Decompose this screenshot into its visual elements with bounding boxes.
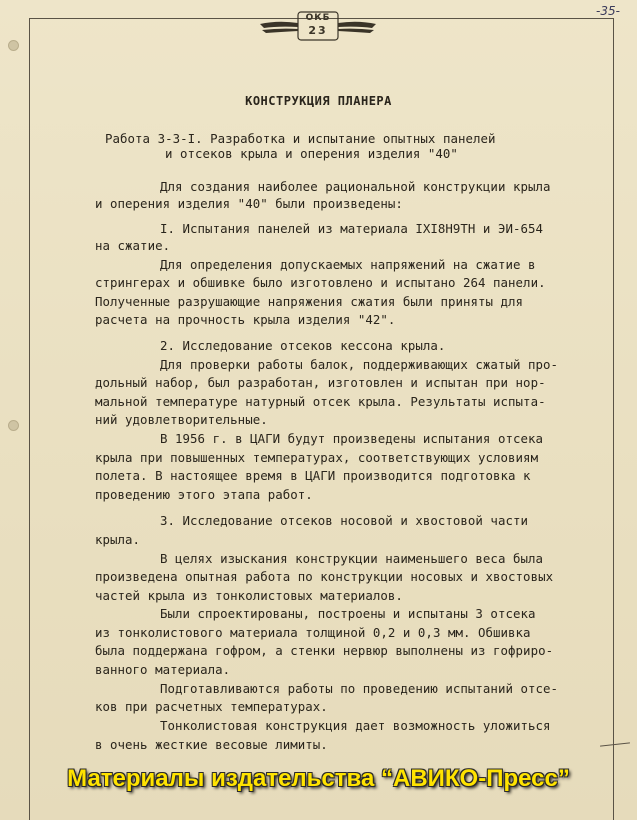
text-line: и оперения изделия "40" были произведены: [95,196,403,211]
logo-top-text: ОКБ [305,13,331,23]
text-line: В 1956 г. в ЦАГИ будут произведены испытания отсека [160,431,543,446]
text-line: расчета на прочность крыла изделия "42". [95,312,396,327]
logo-bottom-text: 23 [308,24,328,37]
text-line: стрингерах и обшивке было изготовлено и испытано 264 панели. [95,275,546,290]
section-heading: КОНСТРУКЦИЯ ПЛАНЕРА [245,94,392,108]
text-line: Работа 3-3-I. Разработка и испытание опытных панелей [105,131,496,146]
text-line: В целях изыскания конструкции наименьшего веса была [160,551,543,566]
text-line: мальной температуре натурный отсек крыла. Результаты испыта- [95,394,546,409]
text-line: Для определения допускаемых напряжений на сжатие в [160,257,536,272]
text-line: крыла при повышенных температурах, соответствующих условиям [95,450,539,465]
page-number: -35- [596,4,620,18]
text-line: полета. В настоящее время в ЦАГИ производится подготовка к [95,468,531,483]
text-line: 2. Исследование отсеков кессона крыла. [160,338,446,353]
text-line: дольный набор, был разработан, изготовлен и испытан при нор- [95,375,546,390]
text-line: ний удовлетворительные. [95,412,268,427]
text-line: Полученные разрушающие напряжения сжатия были приняты для [95,294,524,309]
text-line: произведена опытная работа по конструкции носовых и хвостовых [95,569,554,584]
text-line: крыла. [95,532,141,547]
publisher-watermark: Материалы издательства “АВИКО-Пресс” [67,765,570,792]
text-line: на сжатие. [95,238,171,253]
text-line: Тонколистовая конструкция дает возможность уложиться [160,718,551,733]
text-line: Для создания наиболее рациональной конструкции крыла [160,179,551,194]
text-line: 3. Исследование отсеков носовой и хвостовой части [160,513,528,528]
text-line: и отсеков крыла и оперения изделия "40" [165,146,458,161]
text-line: была поддержана гофром, а стенки нервюр выполнены из гофриро- [95,643,554,658]
text-line: из тонколистового материала толщиной 0,2 и 0,3 мм. Обшивка [95,625,531,640]
text-line: Были спроектированы, построены и испытаны 3 отсека [160,606,536,621]
text-line: в очень жесткие весовые лимиты. [95,737,328,752]
text-line: Подготавливаются работы по проведению испытаний отсе- [160,681,559,696]
okb-logo [258,10,378,44]
text-line: проведению этого этапа работ. [95,487,313,502]
text-line: I. Испытания панелей из материала IXI8Н9ТН и ЭИ-654 [160,221,543,236]
punch-hole [8,420,19,431]
text-line: частей крыла из тонколистовых материалов. [95,588,403,603]
punch-hole [8,40,19,51]
text-line: ков при расчетных температурах. [95,699,328,714]
text-line: Для проверки работы балок, поддерживающих сжатый про- [160,357,559,372]
text-line: ванного материала. [95,662,231,677]
